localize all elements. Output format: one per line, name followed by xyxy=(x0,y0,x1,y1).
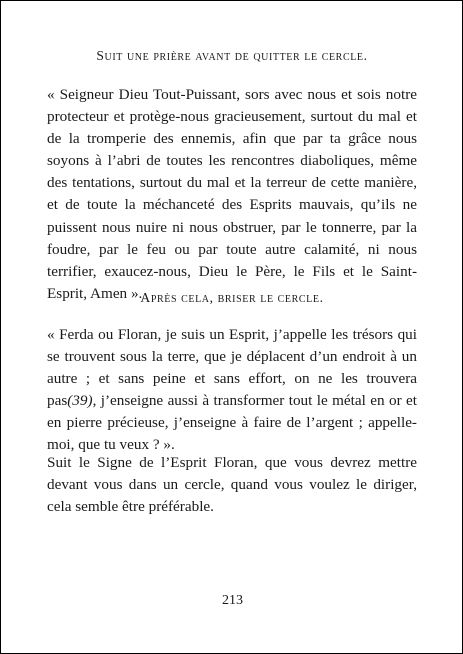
invocation-text-part-2: , j’enseigne aussi à transformer tout le métal en or et en pierre précieuse, j’enseigne à faire de l’argent ; appelle-moi, que tu veux ? ». xyxy=(47,392,417,454)
section-heading-prayer: Suit une prière avant de quitter le cercle. xyxy=(96,48,368,63)
page-number: 213 xyxy=(222,593,243,608)
sign-instruction-paragraph: Suit le Signe de l’Esprit Floran, que vous devrez mettre devant vous dans un cercle, quand vous voulez le diriger, cela semble être préférable. xyxy=(47,454,417,516)
spirit-invocation-paragraph xyxy=(47,324,417,457)
section-heading-break-circle: Après cela, briser le cercle. xyxy=(140,290,324,305)
invocation-text-part-1: « Ferda ou Floran, je suis un Esprit, j’appelle les trésors qui se trouvent sous la terre, que je déplacent d’un endroit à un autre ; et sans peine et sans effort, on ne les trouvera pas xyxy=(47,326,417,410)
prayer-paragraph: « Seigneur Dieu Tout-Puissant, sors avec nous et sois notre protecteur et protège-nous gracieusement, surtout du mal et de la tromperie des ennemis, afin que par ta grâce nous soyons à l’abri de toutes les rencontres diaboliques, même des tentations, surtout du mal et la terreur de cette manière, et de toute la méchanceté des Esprits mauvais, qu’ils ne puissent nous nuire ni nous obstruer, par le tonnerre, par la foudre, par le feu ou par toute autre calamité, ni nous terrifier, exaucez-nous, Dieu le Père, le Fils et le Saint-Esprit, Amen ». xyxy=(47,86,417,302)
note-reference: (39) xyxy=(67,392,93,410)
